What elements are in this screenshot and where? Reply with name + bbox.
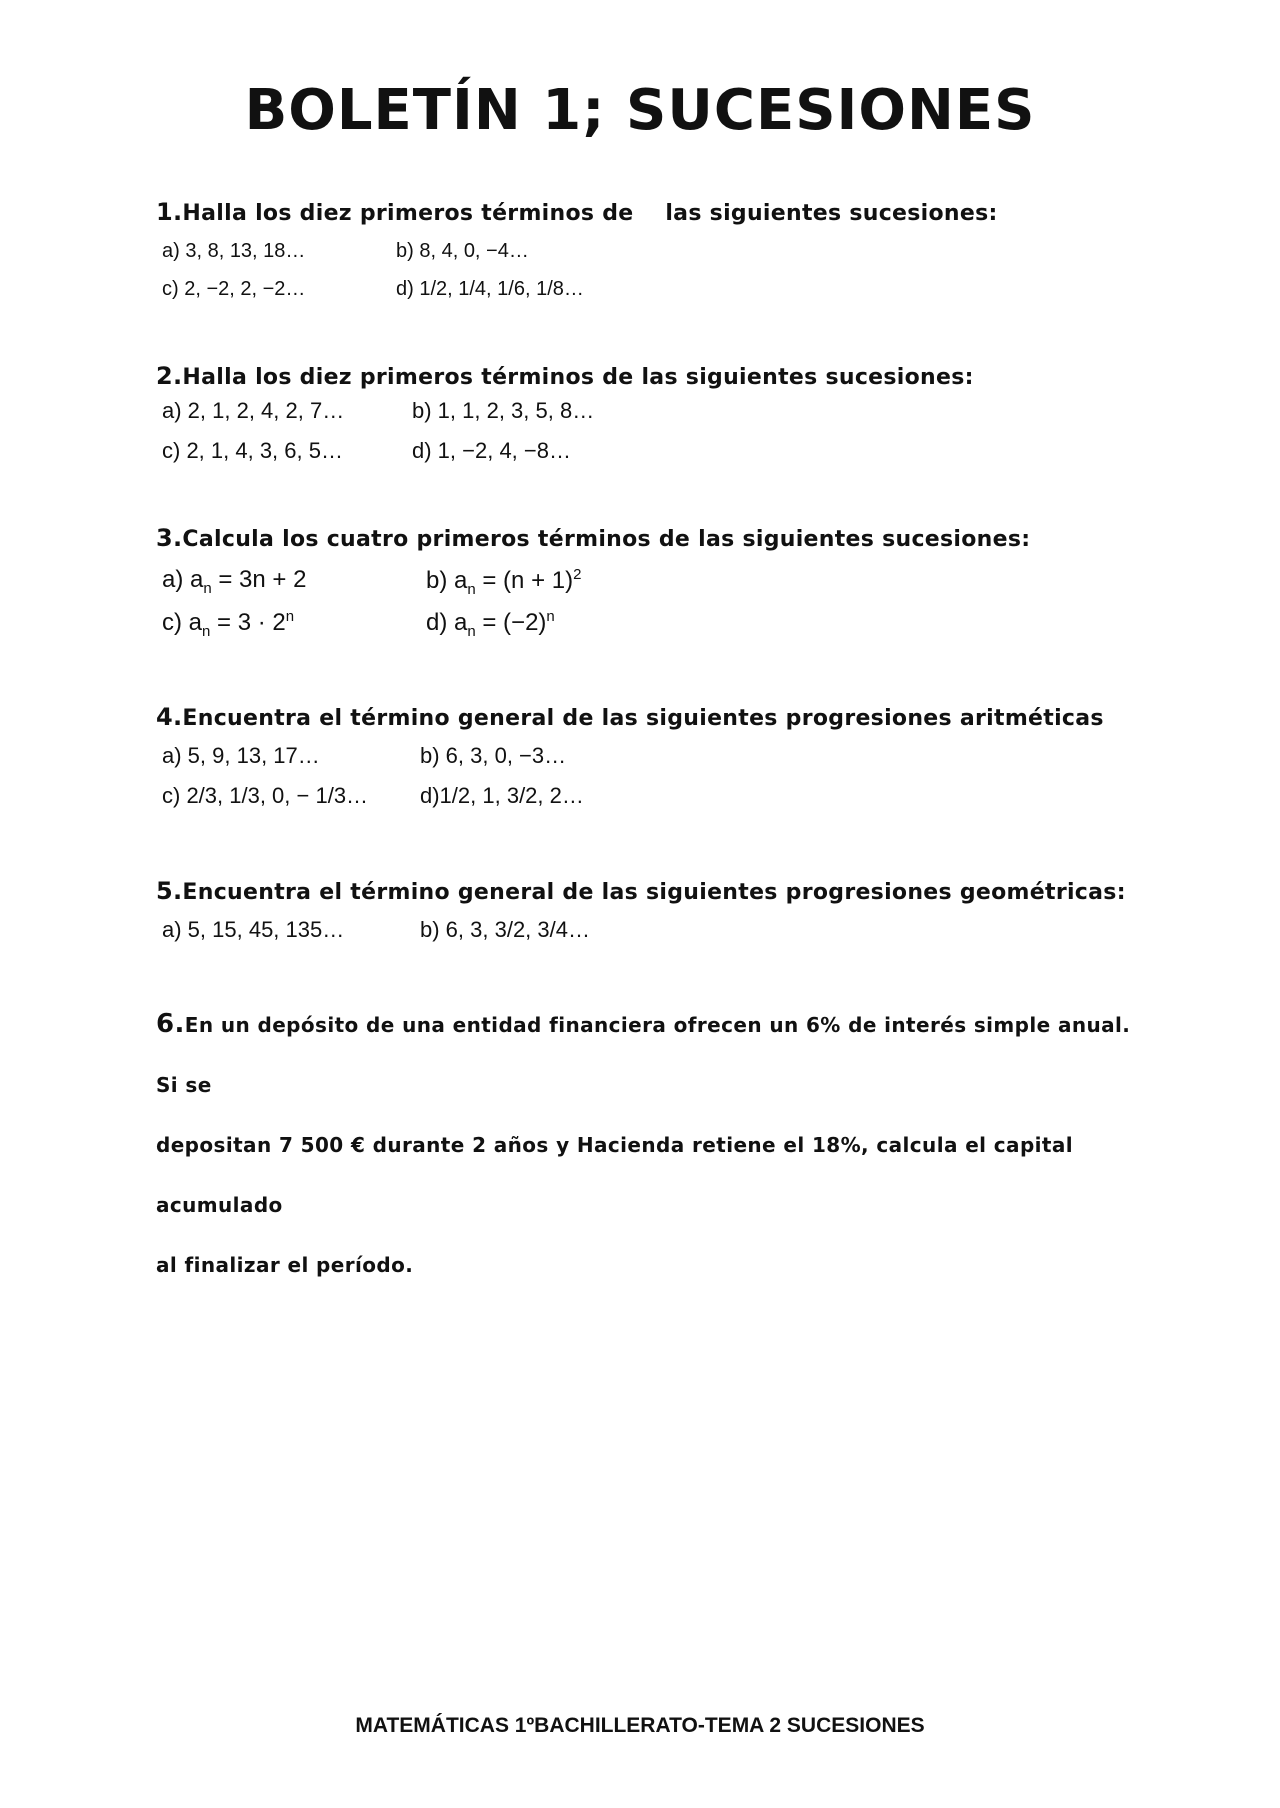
- item-b: b) 6, 3, 0, −3…: [420, 743, 567, 768]
- exercise-text: Encuentra el término general de las siguientes progresiones geométricas:: [182, 880, 1126, 905]
- item-c: c) 2, −2, 2, −2…: [162, 278, 306, 300]
- exercise-heading: [156, 524, 1146, 552]
- exercise-line-1: 6.En un depósito de una entidad financiera ofrecen un 6% de interés simple anual. Si se: [156, 1009, 1131, 1097]
- exercise-6: [156, 994, 1146, 1295]
- exercise-text: Encuentra el término general de las siguientes progresiones aritméticas: [182, 706, 1104, 731]
- item-b: b) 6, 3, 3/2, 3/4…: [420, 917, 590, 942]
- exercise-number: 2.: [156, 362, 183, 390]
- page-footer: MATEMÁTICAS 1ºBACHILLERATO-TEMA 2 SUCESIONES: [355, 1714, 925, 1737]
- item-a: a) 3, 8, 13, 18…: [162, 240, 306, 262]
- exercise-3: [156, 524, 1146, 650]
- page-title: BOLETÍN 1; SUCESIONES: [244, 78, 1036, 143]
- item-b: b) 8, 4, 0, −4…: [396, 240, 529, 262]
- exercise-number: 6.: [156, 1009, 185, 1039]
- item-a: a) 5, 15, 45, 135…: [162, 917, 345, 942]
- exercise-number: 5.: [156, 877, 183, 905]
- exercise-heading: [156, 198, 1146, 226]
- exercise-heading: [156, 362, 1146, 390]
- exercise-1: [156, 198, 1146, 316]
- formula-d: d) $a_n = (-2)^n$: [426, 608, 555, 640]
- exercise-number: 3.: [156, 524, 183, 552]
- exercise-heading: [156, 703, 1146, 731]
- formula-a: a) $a_n = 3n + 2$: [162, 566, 307, 597]
- exercise-line-3: al finalizar el período.: [156, 1253, 414, 1277]
- item-c: c) 2, 1, 4, 3, 6, 5…: [162, 438, 343, 463]
- exercise-number: 4.: [156, 703, 183, 731]
- item-d: d) 1/2, 1/4, 1/6, 1/8…: [396, 278, 584, 300]
- exercise-heading: [156, 877, 1146, 905]
- exercise-4: [156, 703, 1146, 823]
- exercise-text: Halla los diez primeros términos de las siguientes sucesiones:: [182, 365, 974, 390]
- formula-b: b) $a_n = (n + 1)^2$: [426, 566, 582, 598]
- exercise-5: [156, 877, 1146, 957]
- item-a: a) 2, 1, 2, 4, 2, 7…: [162, 398, 345, 423]
- item-b: b) 1, 1, 2, 3, 5, 8…: [412, 398, 595, 423]
- item-c: c) 2/3, 1/3, 0, − 1/3…: [162, 783, 369, 808]
- exercise-2: [156, 362, 1146, 478]
- item-d: d)1/2, 1, 3/2, 2…: [420, 783, 584, 808]
- exercise-text: Calcula los cuatro primeros términos de las siguientes sucesiones:: [182, 527, 1031, 552]
- exercise-line-2: depositan 7 500 € durante 2 años y Hacienda retiene el 18%, calcula el capital acumulado: [156, 1133, 1074, 1217]
- item-d: d) 1, −2, 4, −8…: [412, 438, 571, 463]
- exercise-text: Halla los diez primeros términos de las siguientes sucesiones:: [182, 201, 998, 226]
- item-a: a) 5, 9, 13, 17…: [162, 743, 320, 768]
- exercise-number: 1.: [156, 198, 183, 226]
- formula-c: c) $a_n = 3 \cdot 2^n$: [162, 608, 295, 640]
